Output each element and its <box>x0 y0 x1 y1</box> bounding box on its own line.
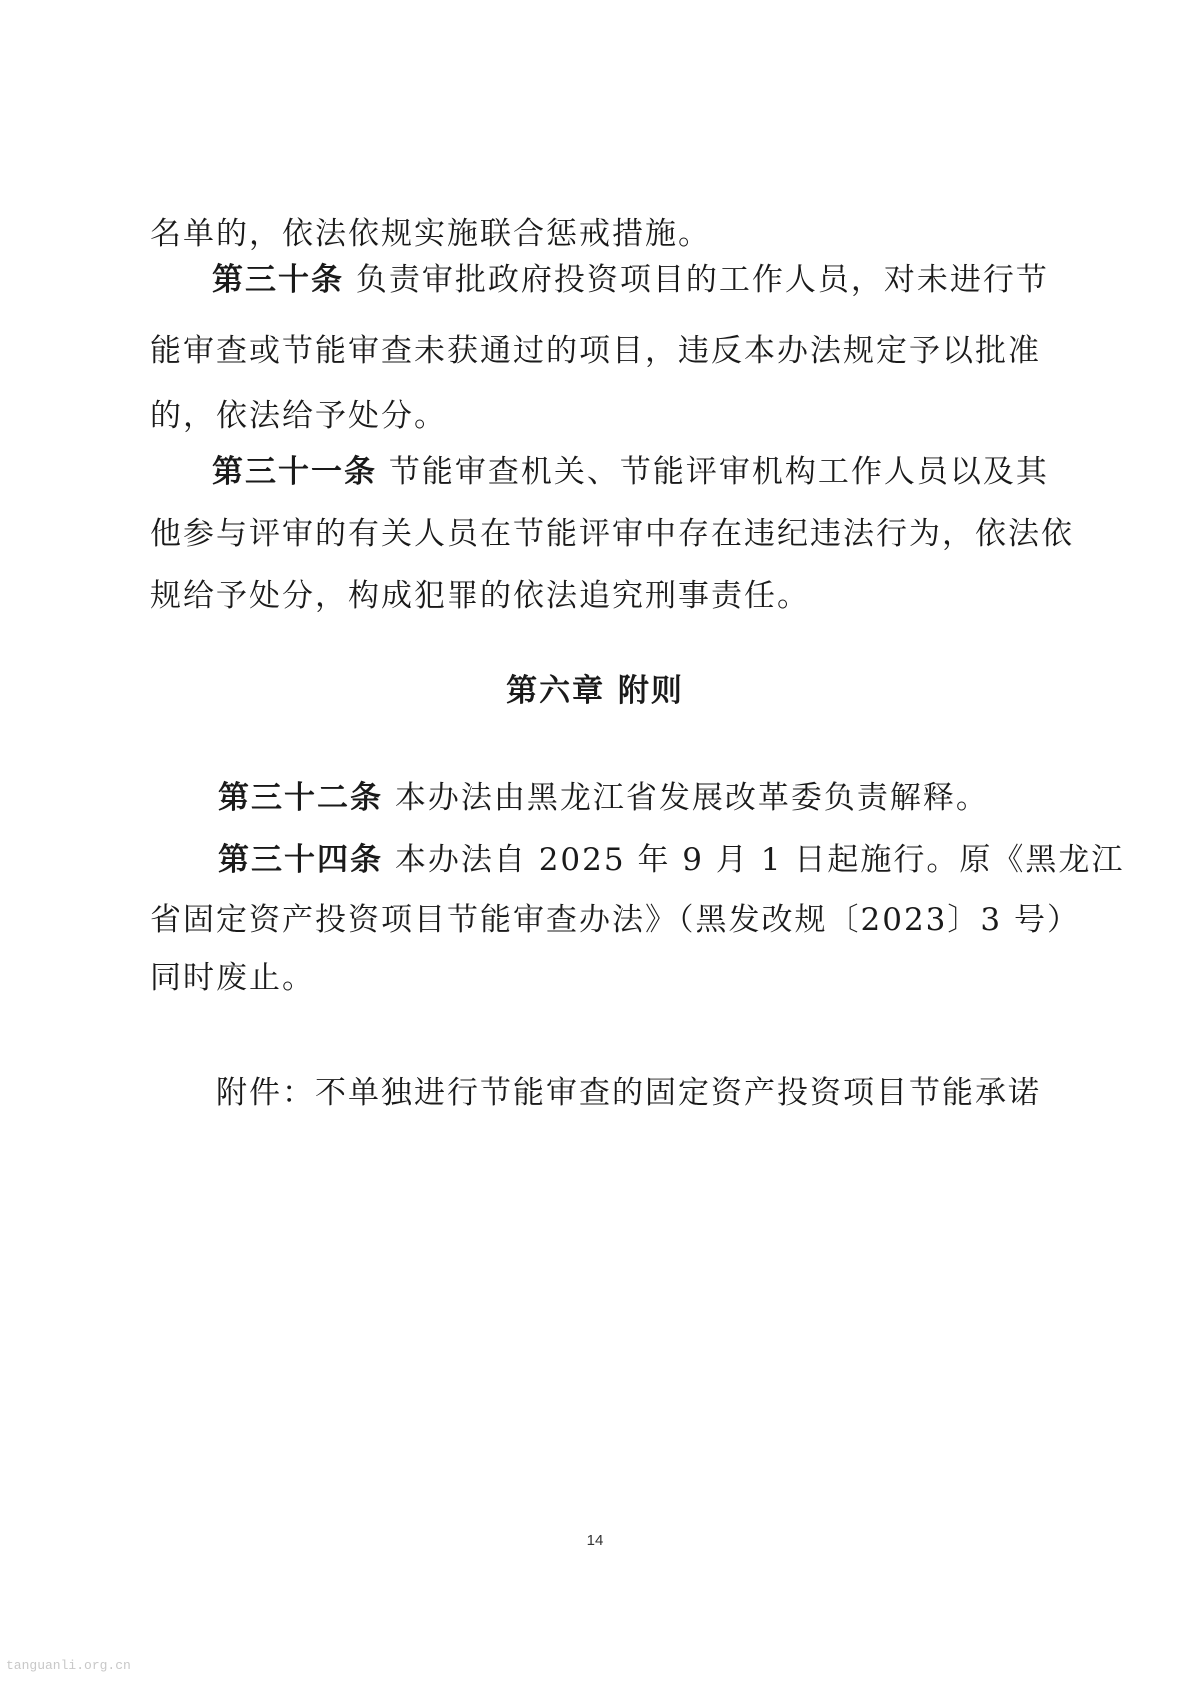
page-number: 14 <box>586 1532 604 1549</box>
article-31-line-2 <box>150 514 1074 554</box>
attachment-line <box>216 1073 1041 1113</box>
article-30-line-1 <box>212 260 1049 300</box>
watermark-text: tanguanli.org.cn <box>6 1658 131 1673</box>
article-31-label: 第三十一条 <box>212 454 377 490</box>
article-34-text-1: 本办法自 2025 年 9 月 1 日起施行。原《黑龙江 <box>383 842 1125 878</box>
article-30-line-2 <box>150 331 1041 371</box>
article-34-text-3: 同时废止。 <box>150 960 315 996</box>
article-30-line-3 <box>150 396 447 436</box>
article-34-line-3 <box>150 958 315 998</box>
article-34-line-2 <box>150 900 1080 940</box>
article-32-text-1: 本办法由黑龙江省发展改革委负责解释。 <box>383 780 989 816</box>
article-34-line-1 <box>218 840 1124 880</box>
article-31-line-1 <box>212 452 1049 492</box>
article-32-label: 第三十二条 <box>218 780 383 816</box>
article-29-line-1 <box>150 214 711 254</box>
article-29-text: 名单的，依法依规实施联合惩戒措施。 <box>150 216 711 252</box>
article-31-text-2: 他参与评审的有关人员在节能评审中存在违纪违法行为，依法依 <box>150 516 1074 552</box>
article-30-text-3: 的，依法给予处分。 <box>150 398 447 434</box>
article-30-label: 第三十条 <box>212 262 344 298</box>
article-34-text-2: 省固定资产投资项目节能审查办法》（黑发改规〔2023〕3 号） <box>150 902 1080 938</box>
article-31-text-1: 节能审查机关、节能评审机构工作人员以及其 <box>377 454 1049 490</box>
article-31-line-3 <box>150 576 810 616</box>
article-32-line-1 <box>218 778 989 818</box>
article-30-text-1: 负责审批政府投资项目的工作人员，对未进行节 <box>344 262 1049 298</box>
chapter-6-heading: 第六章 附则 <box>506 673 684 709</box>
article-30-text-2: 能审查或节能审查未获通过的项目，违反本办法规定予以批准 <box>150 333 1041 369</box>
attachment-text: 附件：不单独进行节能审查的固定资产投资项目节能承诺 <box>216 1075 1041 1111</box>
article-31-text-3: 规给予处分，构成犯罪的依法追究刑事责任。 <box>150 578 810 614</box>
article-34-label: 第三十四条 <box>218 842 383 878</box>
